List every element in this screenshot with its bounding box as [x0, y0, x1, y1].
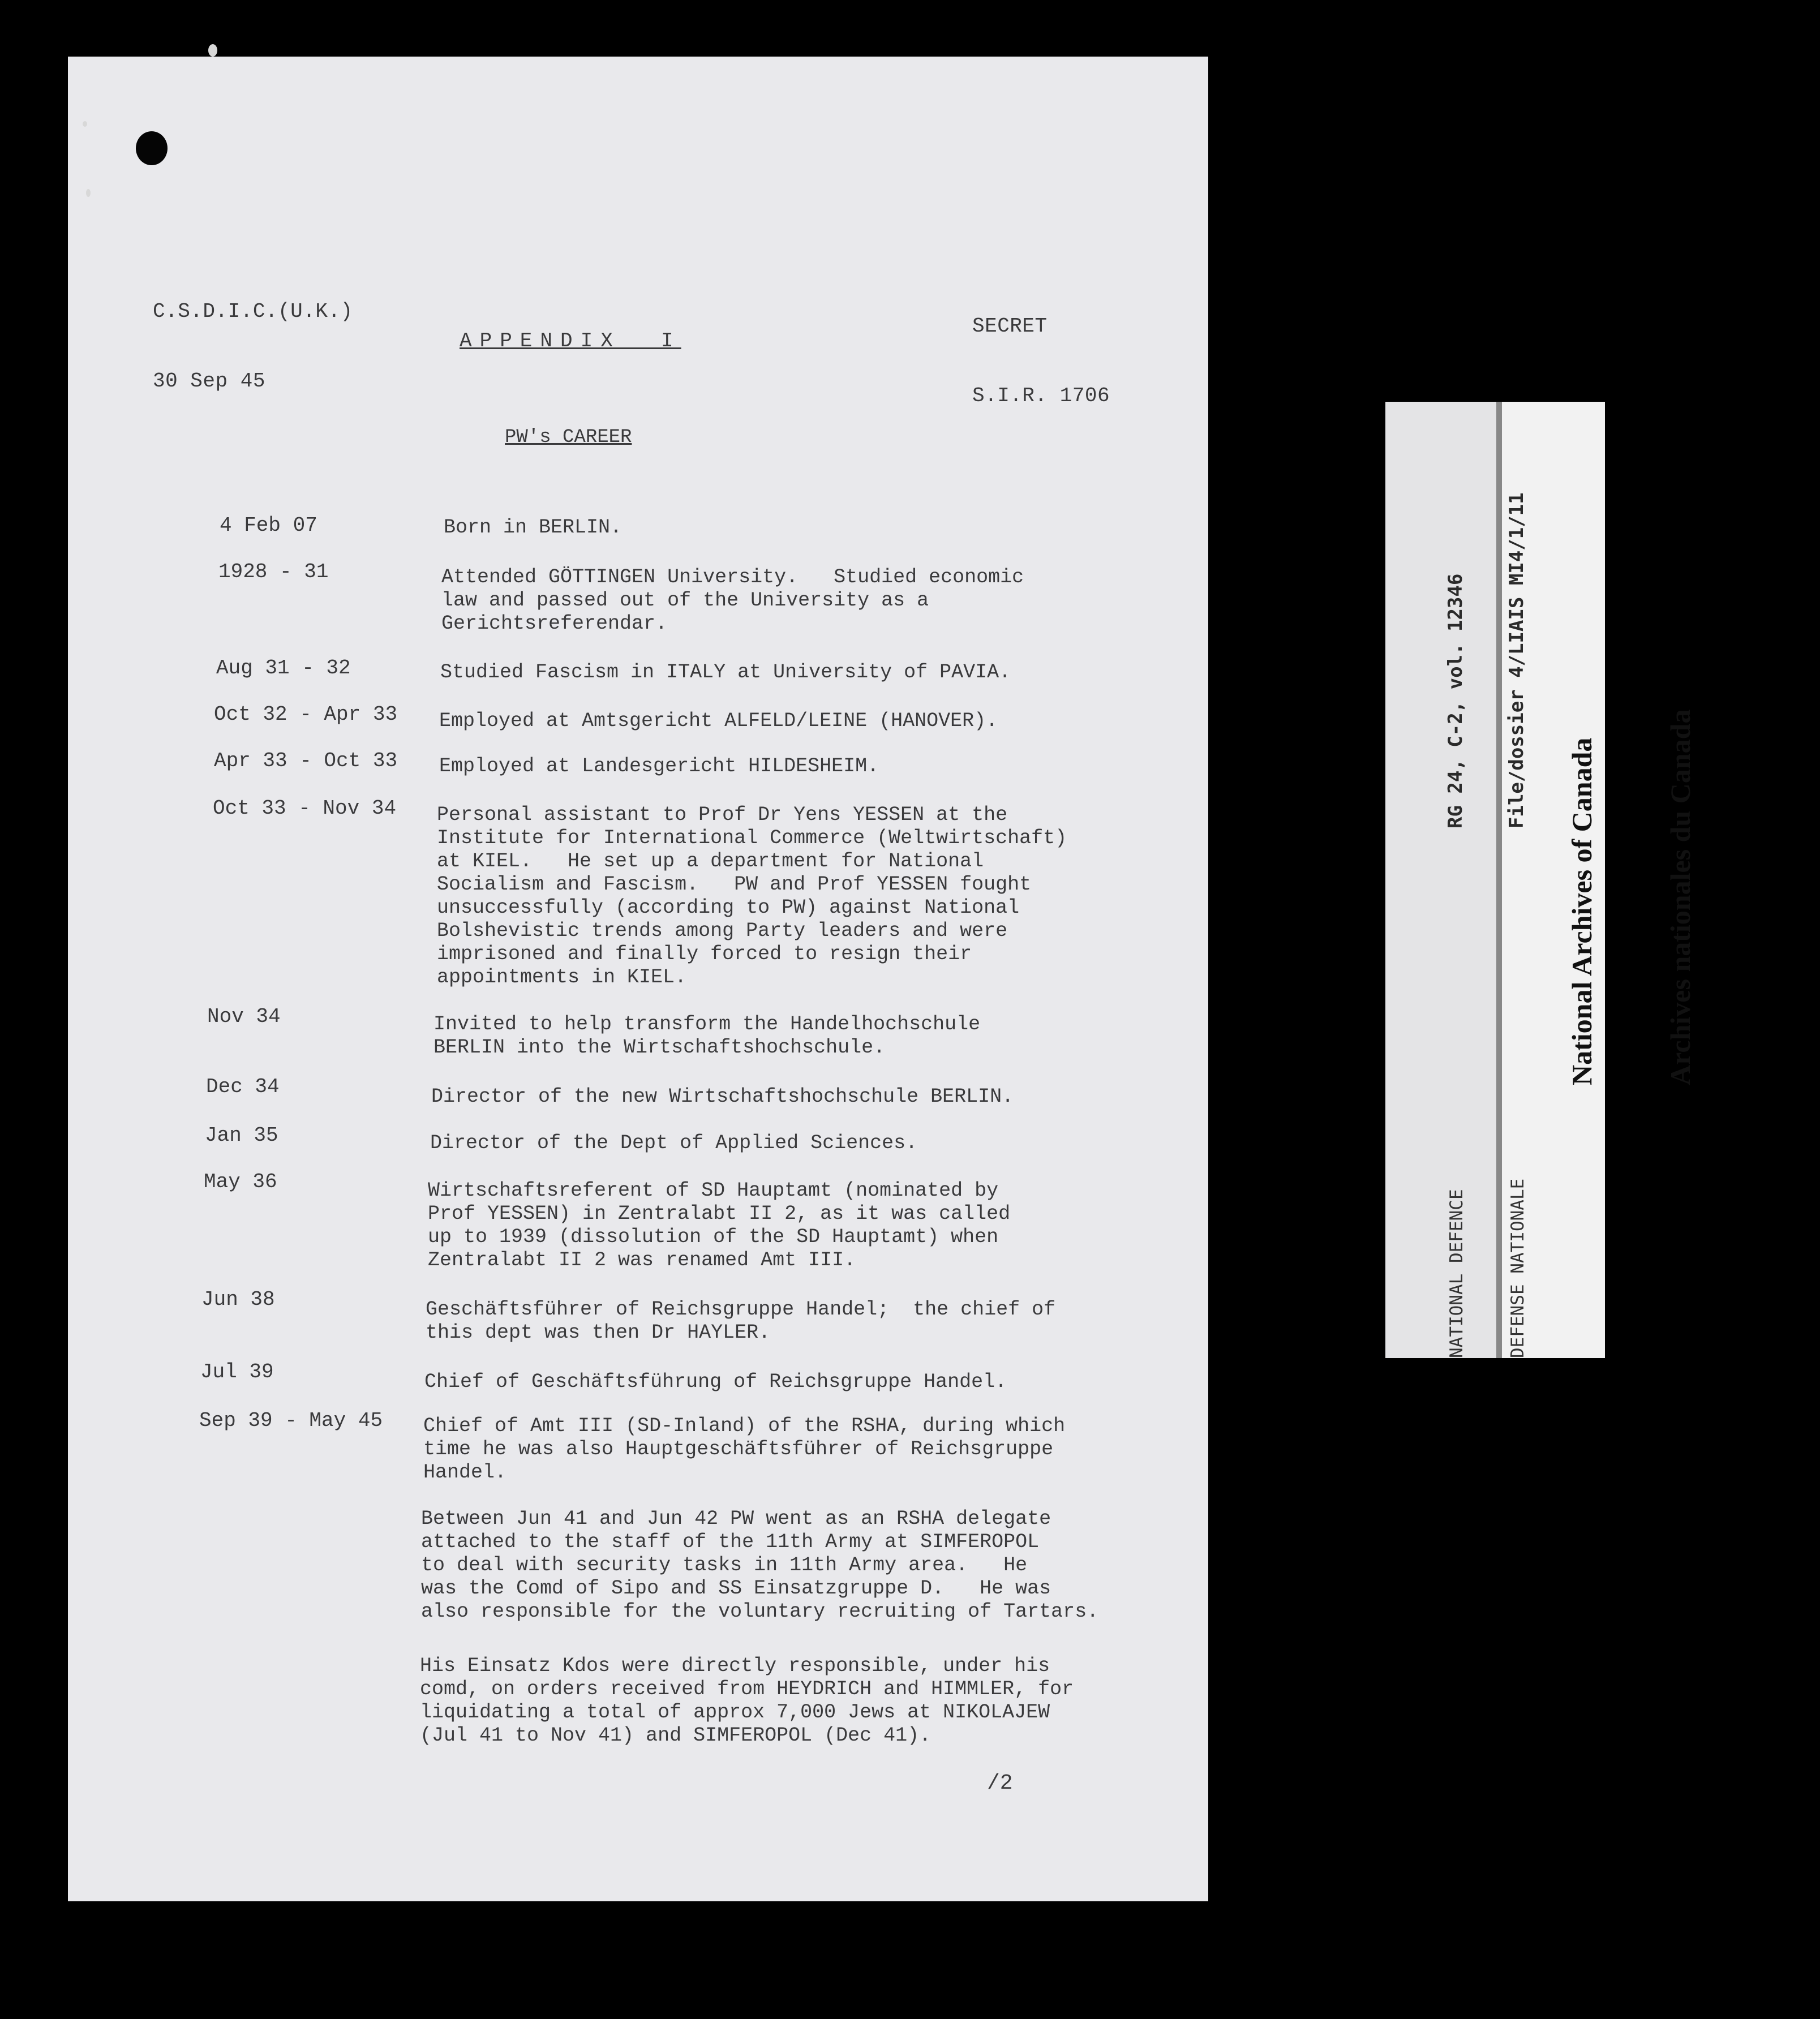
entry-date: May 36: [204, 1170, 277, 1193]
paragraph: His Einsatz Kdos were directly responsible, under his comd, on orders received from HEYDRICH and HIMMLER, for liquidating a total of approx 7,000 Jews at NIKOLAJEW (Jul 41 to Nov 41) and SIMFEROPOL (Dec 41).: [420, 1655, 1074, 1747]
entry-date: Apr 33 - Oct 33: [214, 749, 398, 772]
entry-date: Nov 34: [207, 1005, 281, 1028]
header-right: [972, 268, 1110, 431]
continuation-marker: /2: [987, 1771, 1013, 1795]
paper-speck: [208, 44, 217, 57]
entry-date: Jun 38: [201, 1288, 275, 1311]
report-number: S.I.R. 1706: [972, 384, 1110, 407]
entry-date: Sep 39 - May 45: [199, 1409, 383, 1432]
archives-label: [1500, 710, 1729, 1085]
department-label: [1406, 1179, 1548, 1358]
entry-date: Jul 39: [200, 1360, 274, 1384]
entry-text: Chief of Geschäftsführung of Reichsgruppe Handel.: [424, 1371, 1007, 1393]
entry-text: Employed at Landesgericht HILDESHEIM.: [439, 755, 879, 777]
entry-date: 1928 - 31: [218, 560, 329, 583]
entry-date: 4 Feb 07: [220, 514, 317, 537]
punch-hole: [136, 131, 168, 165]
entry-date: Oct 33 - Nov 34: [213, 797, 397, 820]
reference-line: File/dossier 4/LIAIS MI4/1/11: [1505, 492, 1528, 828]
department-fr: DEFENSE NATIONALE: [1508, 1178, 1528, 1358]
classification: SECRET: [972, 315, 1048, 338]
entry-text: Attended GÖTTINGEN University. Studied economic law and passed out of the University as a Gerichtsreferendar.: [441, 566, 1024, 635]
entry-text: Studied Fascism in ITALY at University of PAVIA.: [440, 661, 1011, 684]
header-left: [153, 254, 353, 416]
entry-text: Director of the Dept of Applied Sciences.: [430, 1132, 918, 1154]
entry-text: Chief of Amt III (SD-Inland) of the RSHA, during which time he was also Hauptgeschäftsführer of Reichsgruppe Handel.: [423, 1415, 1066, 1484]
section-subtitle: PW's CAREER: [505, 427, 632, 448]
archives-name-fr: Archives nationales du Canada: [1664, 709, 1696, 1085]
entry-date: Jan 35: [205, 1124, 278, 1147]
entry-text: Invited to help transform the Handelhochschule BERLIN into the Wirtschaftshochschule.: [433, 1013, 981, 1059]
entry-text: Born in BERLIN.: [444, 516, 623, 539]
appendix-title: APPENDIX I: [460, 329, 681, 353]
entry-date: Aug 31 - 32: [216, 656, 351, 680]
entry-text: Personal assistant to Prof Dr Yens YESSEN at the Institute for International Commerce (Weltwirtschaft) at KIEL. He set up a department for National Socialism and Fascism. PW and Prof YESSEN fought unsuccessfully (according to PW) against National Bolshevistic trends among Party leaders and were imprisoned and finally forced to resign their appointments in KIEL.: [437, 804, 1067, 989]
paper-speck: [83, 121, 87, 127]
unit-line: C.S.D.I.C.(U.K.): [153, 300, 353, 323]
reference-line: RG 24, C-2, vol. 12346: [1444, 573, 1467, 828]
archives-name-en: National Archives of Canada: [1566, 737, 1598, 1085]
entry-text: Wirtschaftsreferent of SD Hauptamt (nominated by Prof YESSEN) in Zentralabt II 2, as it was called up to 1939 (dissolution of the SD Hauptamt) when Zentralabt II 2 was renamed Amt III.: [428, 1179, 1011, 1271]
entry-date: Oct 32 - Apr 33: [214, 703, 398, 726]
paragraph: Between Jun 41 and Jun 42 PW went as an RSHA delegate attached to the staff of the 11th Army at SIMFEROPOL to deal with security tasks in 11th Army area. He was the Comd of Sipo and SS Einsatzgruppe D. He was also responsible for the voluntary recruiting of Tartars.: [421, 1507, 1099, 1623]
entry-date: Dec 34: [206, 1075, 280, 1098]
entry-text: Employed at Amtsgericht ALFELD/LEINE (HANOVER).: [439, 710, 998, 732]
date-line: 30 Sep 45: [153, 370, 265, 393]
entry-text: Geschäftsführer of Reichsgruppe Handel; the chief of this dept was then Dr HAYLER.: [426, 1298, 1056, 1344]
paper-speck: [86, 189, 91, 197]
entry-text: Director of the new Wirtschaftshochschule BERLIN.: [431, 1085, 1014, 1108]
department-en: NATIONAL DEFENCE: [1446, 1189, 1467, 1358]
